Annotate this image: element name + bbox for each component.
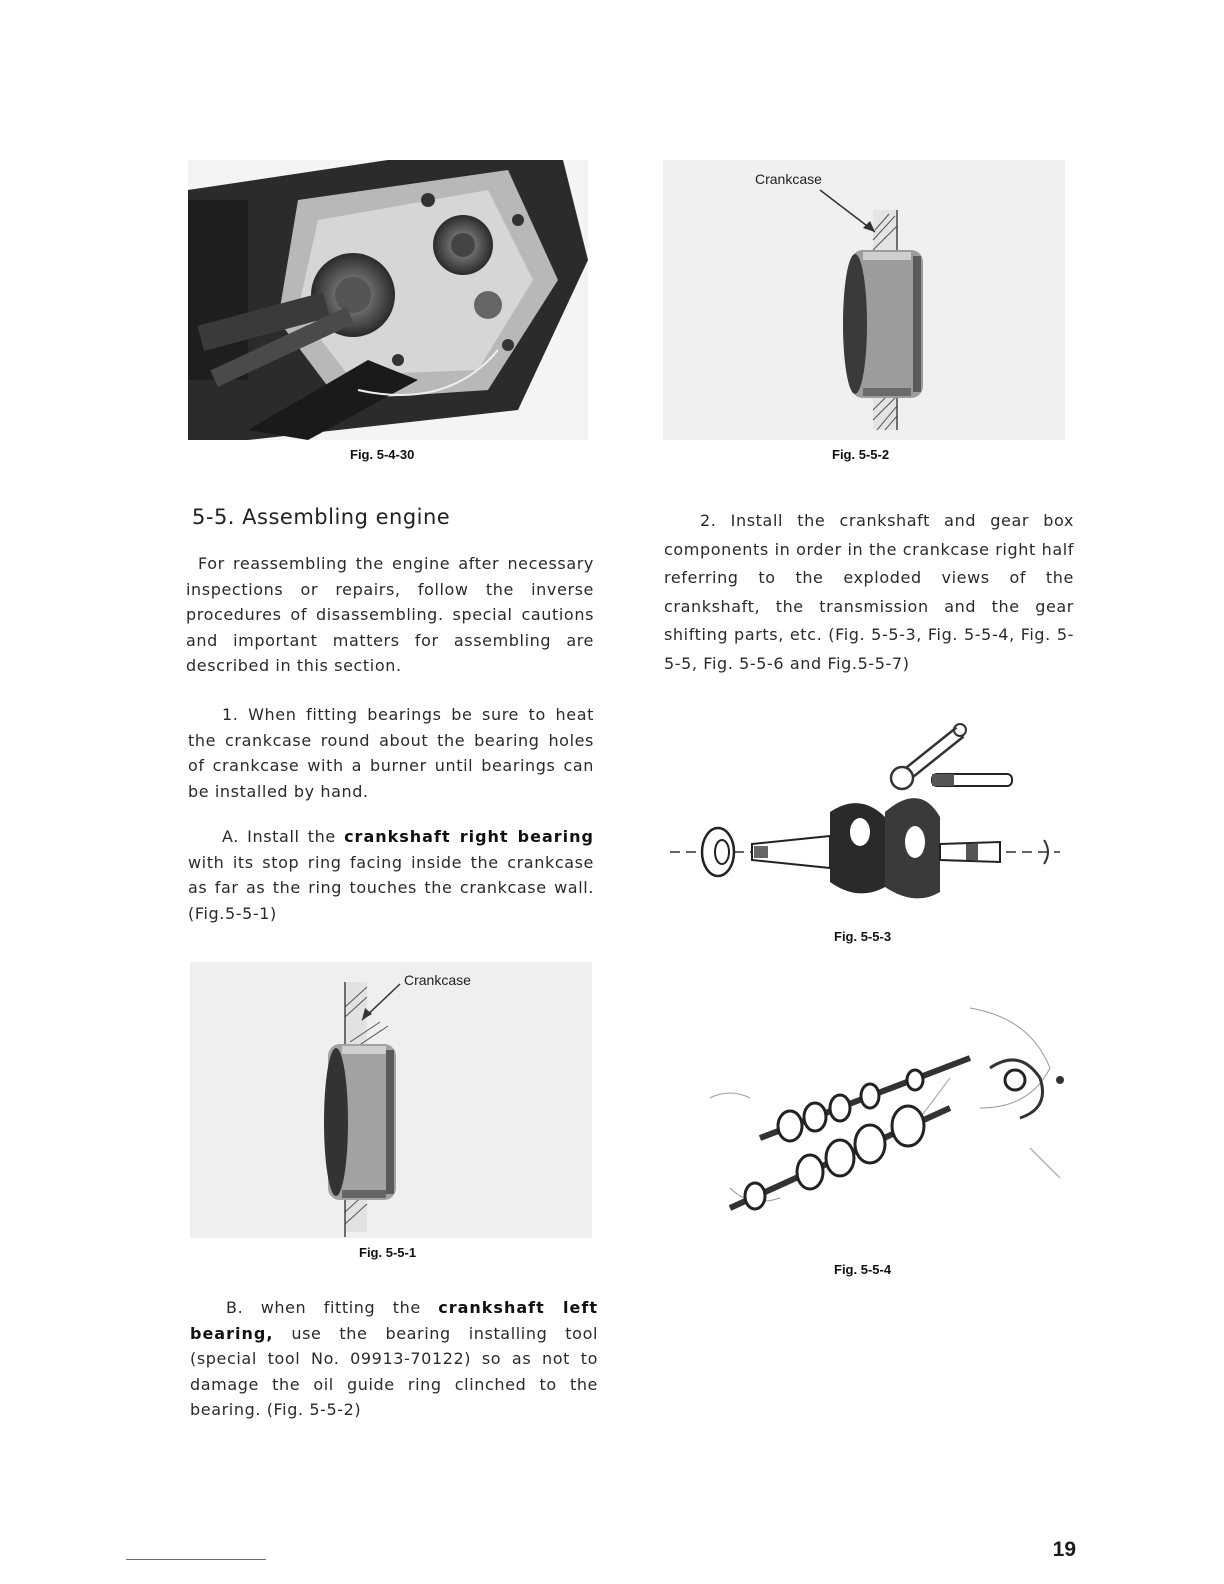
figure-caption: Fig. 5-5-2 bbox=[832, 447, 890, 462]
right-bearing-photo bbox=[190, 962, 592, 1238]
step-a-bold: crankshaft right bearing bbox=[344, 827, 594, 846]
intro-paragraph: For reassembling the engine after necessary inspections or repairs, follow the inverse procedures of disassembling. special cautions and important matters for assembling are described in this section. bbox=[186, 554, 594, 675]
figure-caption: Fig. 5-5-1 bbox=[359, 1245, 417, 1260]
step-b-suffix: use the bearing installing tool (special tool No. 09913-70122) so as not to damage the oil guide ring clinched to the bearing. (Fig. 5-5-2) bbox=[190, 1323, 598, 1419]
figure-caption: Fig. 5-4-30 bbox=[350, 447, 415, 462]
section-heading: 5-5. Assembling engine bbox=[192, 505, 451, 529]
step-1-paragraph: 1. When fitting bearings be sure to heat the crankcase round about the bearing holes of crankcase with a burner until bearings can be installed by hand. bbox=[188, 705, 594, 801]
step-b-paragraph bbox=[190, 1295, 598, 1423]
step-a-suffix: with its stop ring facing inside the crankcase as far as the ring touches the crankcase wall. (Fig.5-5-1) bbox=[188, 852, 594, 923]
crankcase-label: Crankcase bbox=[755, 171, 822, 187]
engine-crankcase-photo bbox=[188, 160, 588, 440]
transmission-exploded-view bbox=[670, 998, 1080, 1248]
step-b-prefix: B. when fitting the bbox=[226, 1298, 421, 1317]
left-bearing-photo bbox=[663, 160, 1065, 440]
page-number: 19 bbox=[1052, 1538, 1076, 1561]
step-a-paragraph bbox=[188, 824, 594, 926]
figure-caption: Fig. 5-5-3 bbox=[834, 929, 892, 944]
step-a-prefix: A. Install the bbox=[222, 827, 336, 846]
footer-rule bbox=[126, 1559, 266, 1560]
crankcase-label: Crankcase bbox=[404, 972, 471, 988]
figure-caption: Fig. 5-5-4 bbox=[834, 1262, 892, 1277]
step-b-bold: crankshaft left bearing, bbox=[190, 1298, 598, 1343]
crankshaft-exploded-view bbox=[670, 712, 1070, 912]
step-2-paragraph: 2. Install the crankshaft and gear box components in order in the crankcase right half referring to the exploded views of the crankshaft, the transmission and the gear shifting parts, etc. (Fig. 5-5-3, Fig. 5-5-4, Fig. 5-5-5, Fig. 5-5-6 and Fig.5-5-7) bbox=[664, 511, 1074, 673]
